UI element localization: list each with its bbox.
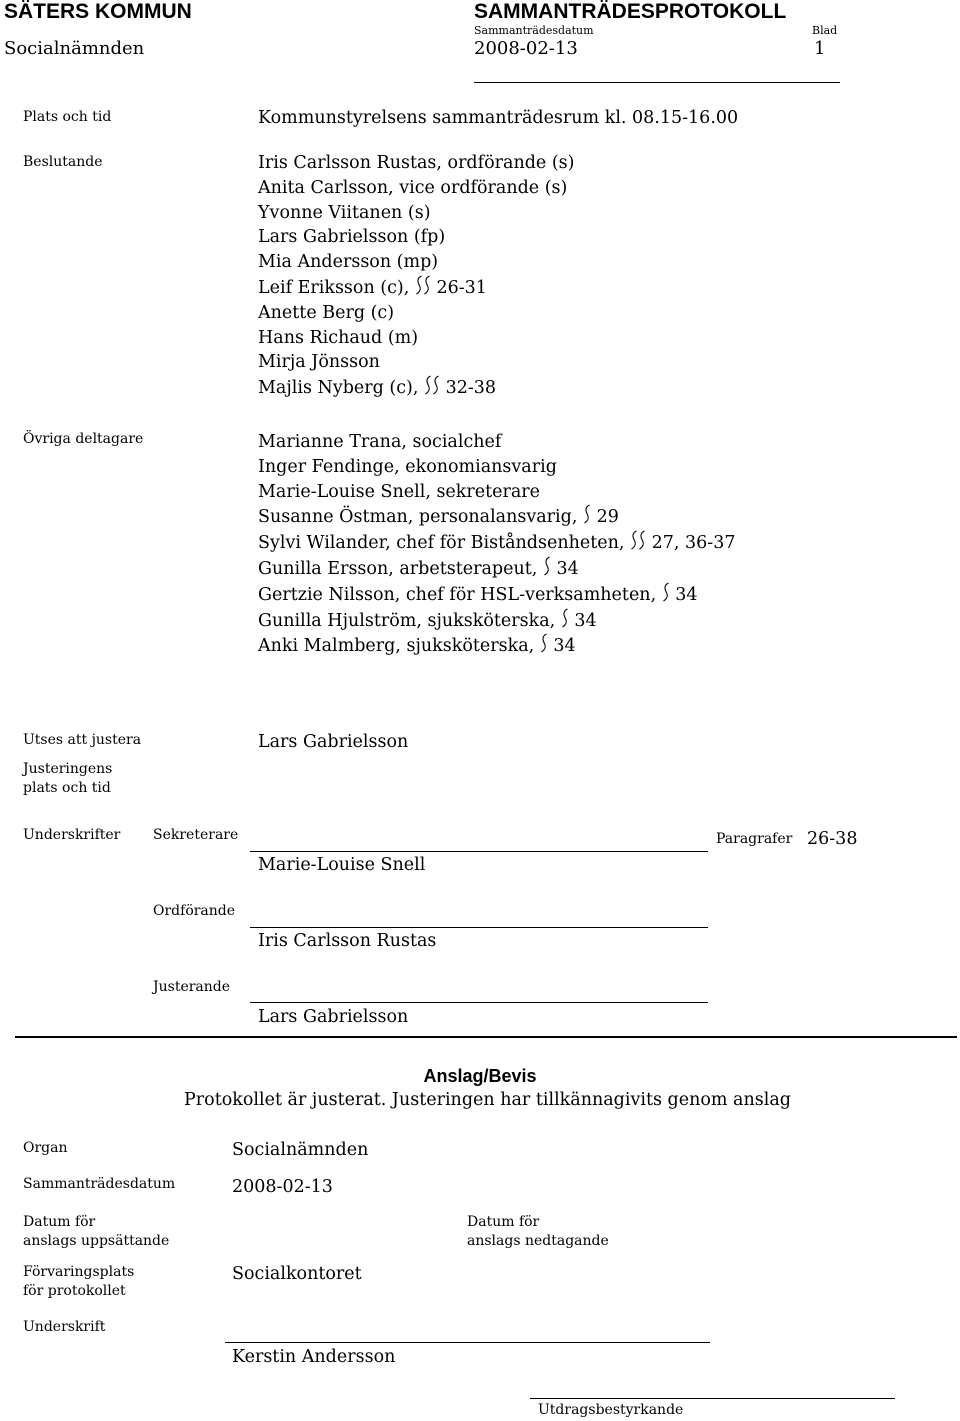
paragraph-sign-icon xyxy=(432,375,440,395)
deciding-member xyxy=(258,151,574,176)
secretary-signature-line xyxy=(250,851,708,852)
deciding-member-text: Anita Carlsson, vice ordförande (s) xyxy=(258,177,568,198)
other-participant-paragraph-ref: 34 xyxy=(675,584,698,605)
paragraph-sign-icon xyxy=(561,608,569,628)
paragraph-sign-icon xyxy=(424,375,432,395)
other-participant-paragraph-ref: 27, 36-37 xyxy=(651,533,736,554)
notice-title: Anslag/Bevis xyxy=(423,1066,537,1086)
page-number: 1 xyxy=(814,38,826,59)
other-participant xyxy=(258,556,735,582)
other-participant xyxy=(258,455,735,480)
other-participant-text: Gertzie Nilsson, chef för HSL-verksamheten, xyxy=(258,584,657,605)
other-participant-text: Gunilla Ersson, arbetsterapeut, xyxy=(258,558,538,579)
paragraph-sign-icon xyxy=(540,633,548,653)
other-participant xyxy=(258,430,735,455)
board-name: Socialnämnden xyxy=(4,38,145,59)
organ-value: Socialnämnden xyxy=(232,1140,369,1160)
meeting-date: 2008-02-13 xyxy=(474,38,578,59)
other-participant xyxy=(258,608,735,634)
other-participant-text: Inger Fendinge, ekonomiansvarig xyxy=(258,456,557,477)
header-rule xyxy=(474,82,840,83)
adjuster-name: Lars Gabrielsson xyxy=(258,1007,409,1027)
section-divider xyxy=(15,1036,957,1038)
paragraph-sign-icon xyxy=(630,530,638,550)
deciding-member-text: Iris Carlsson Rustas, ordförande (s) xyxy=(258,153,575,173)
adjust-place-label: Justeringens plats och tid xyxy=(23,761,113,796)
signatures-label: Underskrifter xyxy=(23,827,121,843)
secretary-name: Marie-Louise Snell xyxy=(258,855,426,875)
chosen-adjuster-label: Utses att justera xyxy=(23,732,142,748)
deciding-member xyxy=(258,326,574,351)
deciding-member-text: Mirja Jönsson xyxy=(258,352,380,373)
other-participants-label: Övriga deltagare xyxy=(23,431,144,447)
organization-name: SÄTERS KOMMUN xyxy=(4,0,192,23)
deciding-member-text: Yvonne Viitanen (s) xyxy=(258,202,431,223)
place-time-value: Kommunstyrelsens sammanträdesrum kl. 08.15-16.00 xyxy=(258,108,739,128)
secretary-label: Sekreterare xyxy=(153,827,239,843)
deciding-member xyxy=(258,375,574,401)
other-participant-text: Marie-Louise Snell, sekreterare xyxy=(258,481,541,502)
deciding-member xyxy=(258,301,574,326)
other-participant-text: Marianne Trana, socialchef xyxy=(258,432,502,452)
chosen-adjuster-value: Lars Gabrielsson xyxy=(258,732,409,752)
deciding-members-list xyxy=(258,151,574,401)
deciding-member xyxy=(258,275,574,301)
deciding-member xyxy=(258,250,574,275)
deciding-member-text: Leif Eriksson (c), xyxy=(258,277,410,298)
other-participant-paragraph-ref: 34 xyxy=(553,636,576,657)
other-participant xyxy=(258,504,735,530)
deciding-member-text: Hans Richaud (m) xyxy=(258,327,419,348)
paragraph-sign-icon xyxy=(415,275,423,295)
other-participant xyxy=(258,582,735,608)
deciding-member xyxy=(258,176,574,201)
notice-signature-line xyxy=(225,1342,710,1343)
paragraph-sign-icon xyxy=(583,504,591,524)
storage-label: Förvaringsplats för protokollet xyxy=(23,1264,135,1299)
other-participant-text: Gunilla Hjulström, sjuksköterska, xyxy=(258,610,556,631)
notice-statement: Protokollet är justerat. Justeringen har tillkännagivits genom anslag xyxy=(184,1090,791,1110)
notice-date-value: 2008-02-13 xyxy=(232,1177,333,1197)
chair-label: Ordförande xyxy=(153,903,236,919)
deciding-member-text: Mia Andersson (mp) xyxy=(258,252,439,273)
other-participant-text: Susanne Östman, personalansvarig, xyxy=(258,507,578,528)
other-participant xyxy=(258,480,735,505)
other-participant xyxy=(258,530,735,556)
deciding-member-paragraph-ref: 32-38 xyxy=(445,378,497,399)
deciding-label: Beslutande xyxy=(23,154,103,170)
other-participants-list xyxy=(258,430,735,659)
notice-date-label: Sammanträdesdatum xyxy=(23,1176,176,1192)
adjuster-label: Justerande xyxy=(153,979,231,995)
other-participant-paragraph-ref: 34 xyxy=(574,610,597,631)
deciding-member xyxy=(258,201,574,226)
meeting-date-label: Sammanträdesdatum xyxy=(474,24,594,37)
paragraphs-label: Paragrafer xyxy=(716,831,793,847)
other-participant xyxy=(258,633,735,659)
paragraph-sign-icon xyxy=(543,556,551,576)
deciding-member xyxy=(258,350,574,375)
deciding-member-text: Majlis Nyberg (c), xyxy=(258,378,419,399)
organ-label: Organ xyxy=(23,1140,68,1156)
document-type: SAMMANTRÄDESPROTOKOLL xyxy=(474,0,787,23)
extract-certification-label: Utdragsbestyrkande xyxy=(538,1402,684,1418)
other-participant-text: Sylvi Wilander, chef för Biståndsenheten, xyxy=(258,533,625,554)
chair-name: Iris Carlsson Rustas xyxy=(258,931,437,951)
deciding-member-paragraph-ref: 26-31 xyxy=(436,277,487,298)
deciding-member-text: Lars Gabrielsson (fp) xyxy=(258,227,446,248)
other-participant-paragraph-ref: 29 xyxy=(596,507,619,528)
paragraph-sign-icon xyxy=(662,582,670,602)
deciding-member-text: Anette Berg (c) xyxy=(258,302,395,323)
other-participant-paragraph-ref: 34 xyxy=(556,558,579,579)
deciding-member xyxy=(258,225,574,250)
paragraph-sign-icon xyxy=(638,530,646,550)
paragraph-sign-icon xyxy=(423,275,431,295)
chair-signature-line xyxy=(250,927,708,928)
paragraphs-value: 26-38 xyxy=(807,829,858,849)
footer-rule xyxy=(530,1398,895,1399)
adjuster-signature-line xyxy=(250,1002,708,1003)
page-number-label: Blad xyxy=(812,24,838,37)
other-participant-text: Anki Malmberg, sjuksköterska, xyxy=(258,636,535,657)
storage-value: Socialkontoret xyxy=(232,1264,362,1284)
signature-label: Underskrift xyxy=(23,1319,106,1335)
place-time-label: Plats och tid xyxy=(23,109,112,125)
notice-signature-name: Kerstin Andersson xyxy=(232,1347,396,1367)
posted-date-label: Datum för anslags uppsättande xyxy=(23,1214,170,1249)
removed-date-label: Datum för anslags nedtagande xyxy=(467,1214,609,1249)
